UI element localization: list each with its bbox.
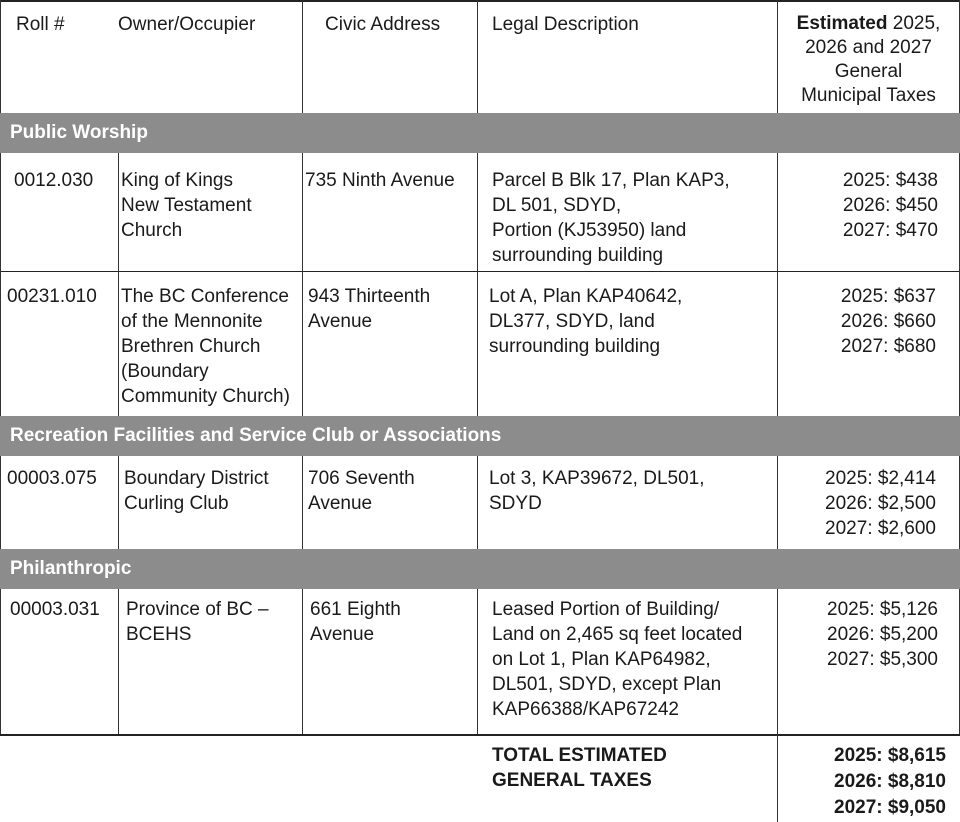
table-row-taxes: 2025: $637 2026: $660 2027: $680	[840, 286, 936, 357]
col-divider	[302, 153, 303, 416]
header-address: Civic Address	[325, 14, 441, 35]
table-row-roll: 00003.031	[10, 599, 100, 620]
col-divider	[118, 589, 119, 734]
header-taxes-rest: 2025, 2026 and 2027 General Municipal Taxes	[801, 13, 941, 106]
table-row-owner: The BC Conference of the Mennonite Brethren Church (Boundary Community Church)	[121, 286, 290, 407]
col-divider	[118, 153, 119, 416]
col-divider	[302, 589, 303, 734]
section-band-recreation: Recreation Facilities and Service Club or Associations	[0, 416, 960, 456]
rule-after-public-worship-row-1	[0, 271, 960, 272]
col-divider	[302, 456, 303, 549]
header-owner: Owner/Occupier	[118, 14, 256, 35]
col-divider	[777, 456, 778, 549]
total-values: 2025: $8,615 2026: $8,810 2027: $9,050	[834, 745, 946, 818]
table-row-address: 706 Seventh Avenue	[308, 468, 415, 514]
table-row-roll: 0012.030	[14, 170, 94, 191]
table-row-address: 943 Thirteenth Avenue	[308, 286, 431, 332]
header-roll: Roll #	[16, 14, 65, 35]
table-row-roll: 00003.075	[7, 468, 97, 489]
rule-table-bottom	[0, 734, 960, 736]
header-taxes-bold: Estimated	[796, 13, 888, 34]
total-label: TOTAL ESTIMATED GENERAL TAXES	[492, 745, 667, 791]
section-band-public-worship: Public Worship	[0, 113, 960, 153]
header-taxes	[778, 12, 959, 108]
col-divider	[477, 0, 478, 113]
table-row-legal: Leased Portion of Building/ Land on 2,465 sq feet located on Lot 1, Plan KAP64982, DL501, SDYD, except Plan KAP66388/KAP67242	[492, 599, 743, 720]
col-divider	[777, 589, 778, 822]
col-divider	[118, 456, 119, 549]
col-divider	[477, 589, 478, 734]
table-row-owner: Boundary District Curling Club	[124, 468, 269, 514]
table-row-taxes: 2025: $438 2026: $450 2027: $470	[842, 170, 938, 241]
section-band-philanthropic: Philanthropic	[0, 549, 960, 589]
table-row-address: 735 Ninth Avenue	[305, 170, 455, 191]
table-row-owner: King of Kings New Testament Church	[121, 170, 252, 241]
col-divider	[477, 153, 478, 416]
table-row-taxes: 2025: $5,126 2026: $5,200 2027: $5,300	[827, 599, 938, 670]
rule-top	[0, 0, 960, 2]
table-row-legal: Parcel B Blk 17, Plan KAP3, DL 501, SDYD, Portion (KJ53950) land surrounding building	[492, 170, 730, 266]
col-divider	[477, 456, 478, 549]
table-row-legal: Lot 3, KAP39672, DL501, SDYD	[489, 468, 705, 514]
table-row-taxes: 2025: $2,414 2026: $2,500 2027: $2,600	[825, 468, 936, 539]
header-legal: Legal Description	[492, 14, 639, 35]
col-divider	[777, 153, 778, 416]
col-divider	[302, 0, 303, 113]
table-row-roll: 00231.010	[7, 286, 97, 307]
table-row-legal: Lot A, Plan KAP40642, DL377, SDYD, land surrounding building	[489, 286, 683, 357]
col-divider	[0, 0, 1, 734]
table-row-address: 661 Eighth Avenue	[310, 599, 401, 645]
table-row-owner: Province of BC – BCEHS	[126, 599, 269, 645]
